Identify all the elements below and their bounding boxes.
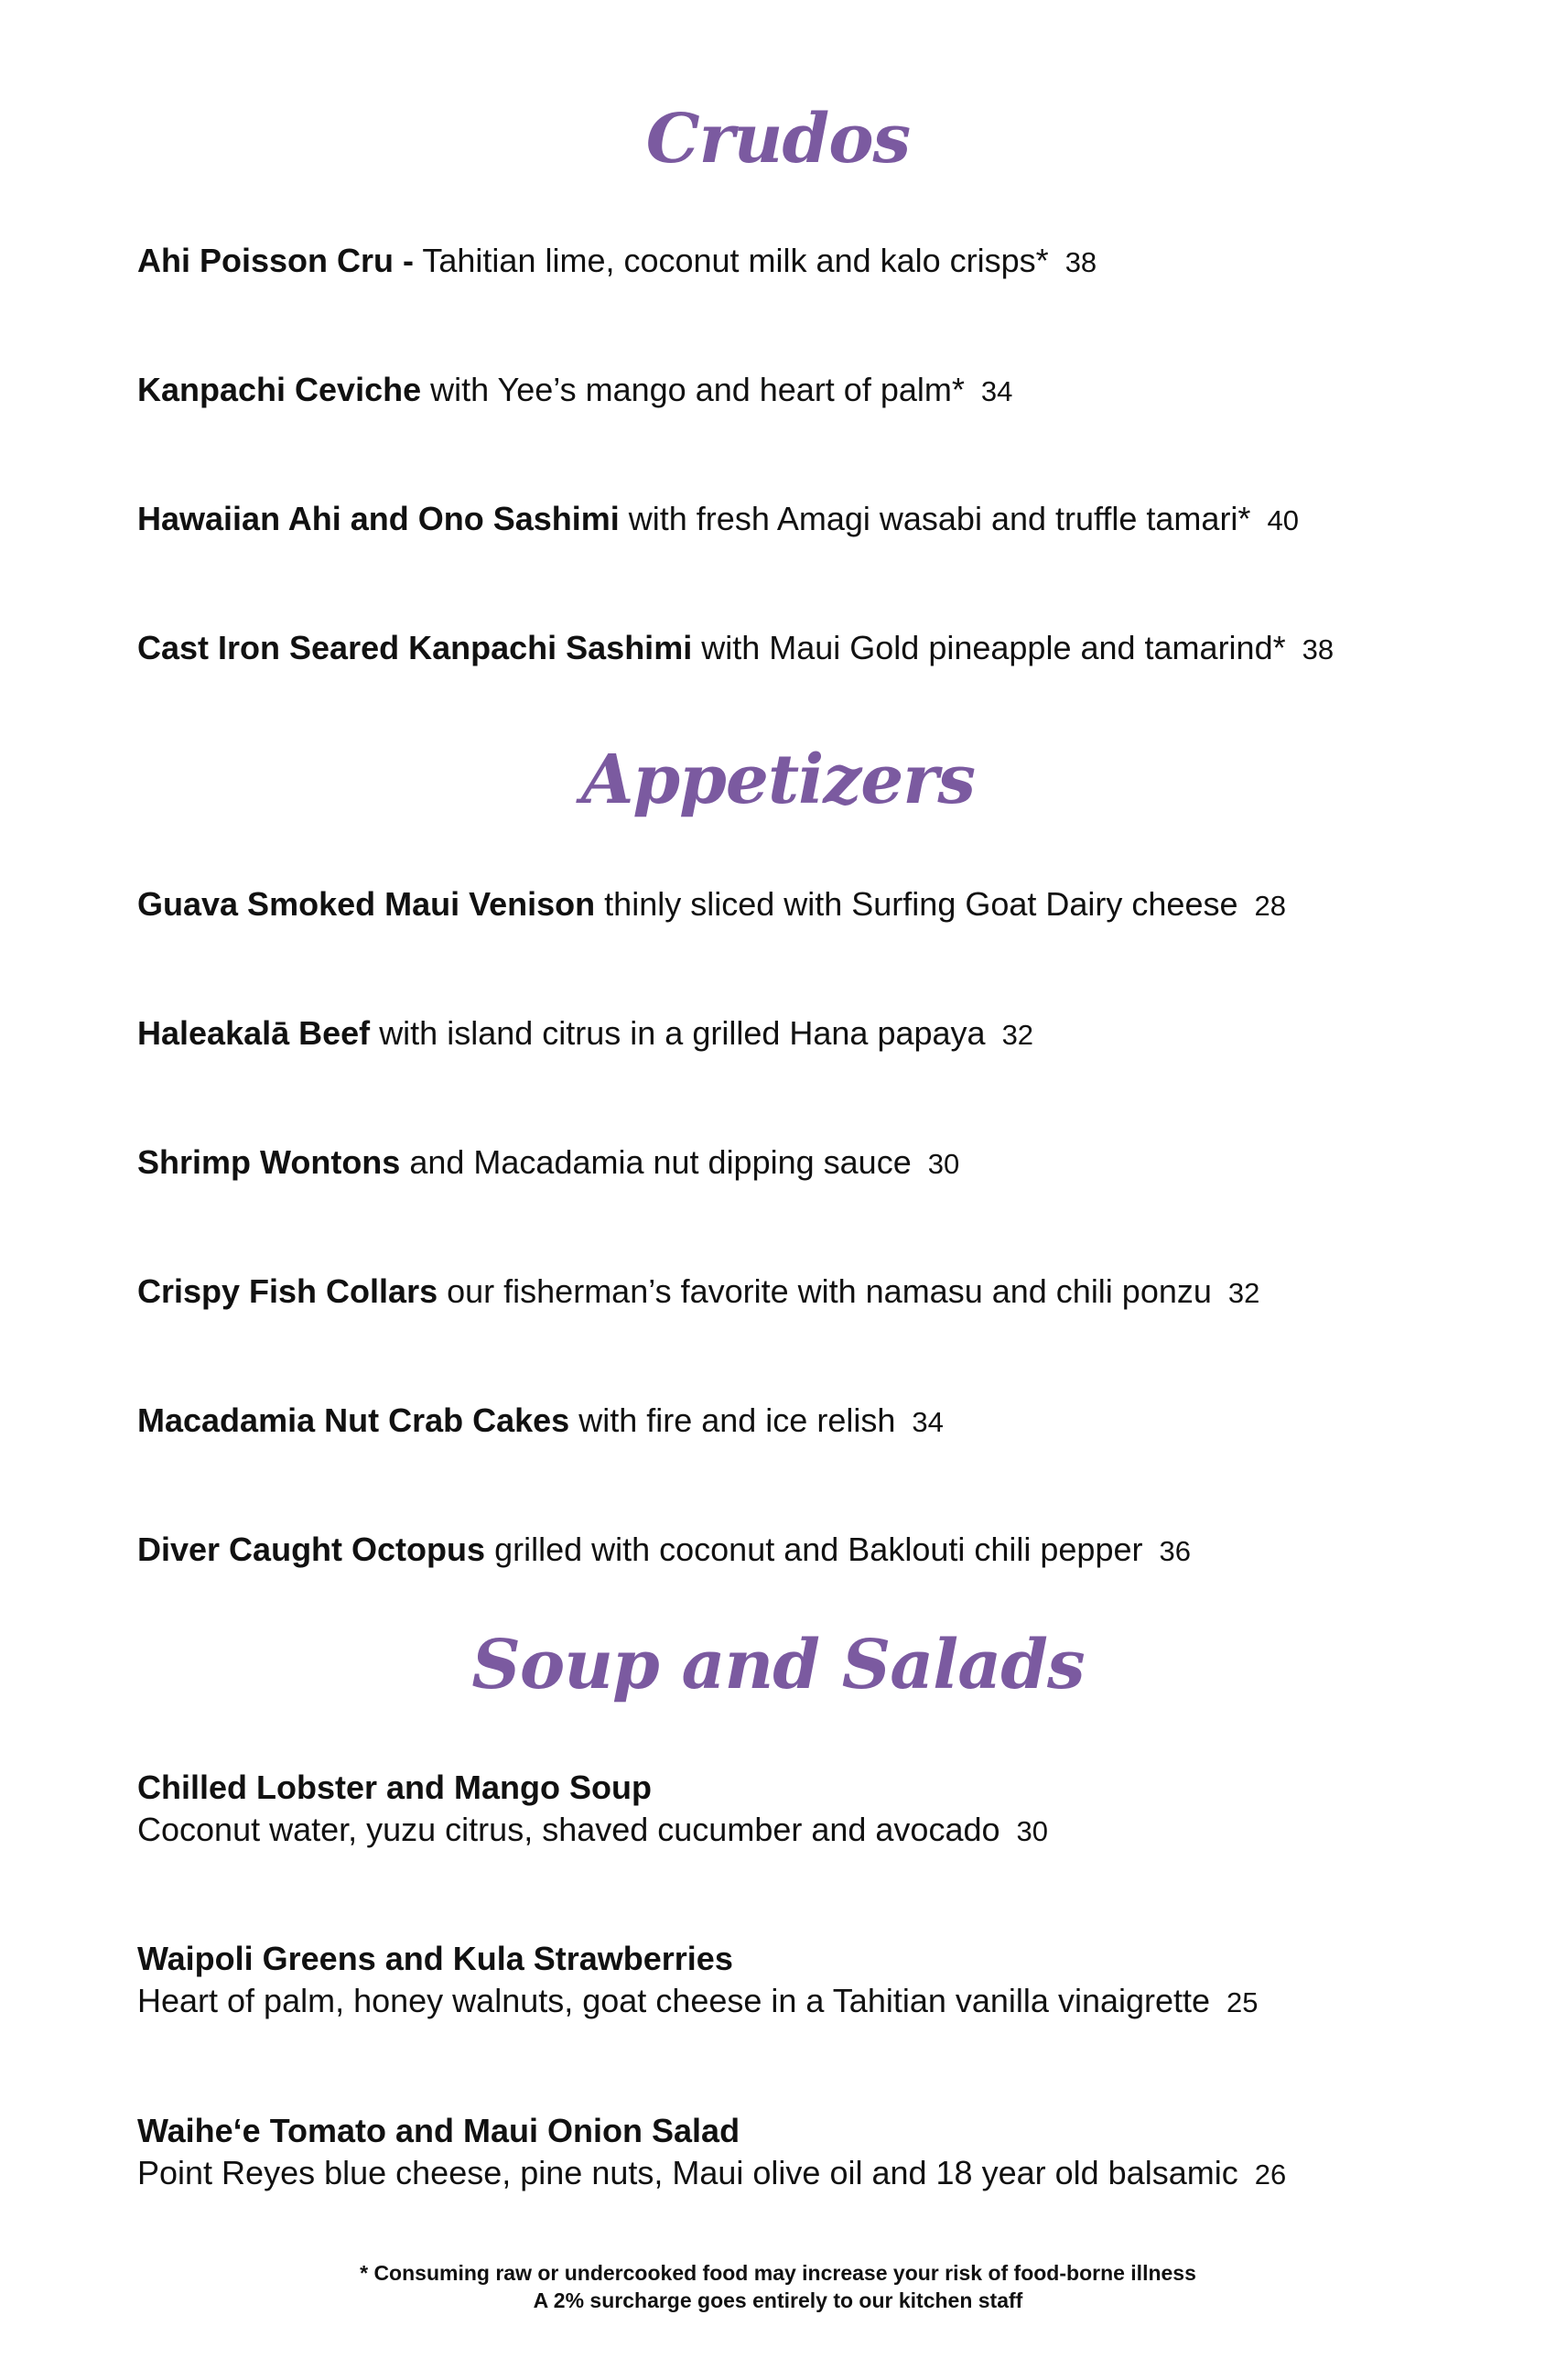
item-price: 30 [1016, 1815, 1049, 1847]
item-price: 25 [1226, 1986, 1259, 2018]
section-title-appetizers: Appetizers [580, 741, 976, 819]
menu-item [137, 369, 1464, 413]
item-description: Coconut water, yuzu citrus, shaved cucumber and avocado [137, 1811, 1000, 1848]
menu-item [137, 2110, 1464, 2196]
menu-item [137, 498, 1464, 542]
item-description: Heart of palm, honey walnuts, goat cheese in a Tahitian vanilla vinaigrette [137, 1982, 1211, 2019]
menu-item [137, 627, 1464, 671]
menu-item [137, 1271, 1464, 1314]
item-price: 34 [980, 375, 1013, 407]
footer-notes [0, 2259, 1556, 2314]
item-name: Cast Iron Seared Kanpachi Sashimi [137, 629, 693, 666]
item-name: Guava Smoked Maui Venison [137, 885, 596, 923]
item-description: and Macadamia nut dipping sauce [409, 1143, 912, 1181]
item-description: with fire and ice relish [578, 1401, 896, 1439]
menu-item [137, 240, 1464, 284]
menu-item [137, 1141, 1464, 1185]
item-price: 30 [927, 1148, 960, 1180]
section-title-crudos: Crudos [645, 100, 911, 178]
item-price: 36 [1159, 1535, 1191, 1567]
item-price: 40 [1267, 504, 1299, 536]
menu-item [137, 883, 1464, 927]
surcharge-note: A 2% surcharge goes entirely to our kitchen staff [533, 2288, 1023, 2312]
item-price: 34 [912, 1406, 944, 1438]
menu-item [137, 1529, 1464, 1573]
item-description: with island citrus in a grilled Hana papaya [379, 1014, 986, 1052]
item-name: Waihe‘e Tomato and Maui Onion Salad [137, 2112, 740, 2149]
item-name: Hawaiian Ahi and Ono Sashimi [137, 500, 620, 537]
section-title-soup-and-salads: Soup and Salads [471, 1626, 1085, 1704]
item-price: 32 [1227, 1277, 1260, 1309]
item-price: 26 [1254, 2158, 1287, 2191]
item-name: Diver Caught Octopus [137, 1531, 486, 1568]
item-name: Crispy Fish Collars [137, 1272, 438, 1310]
item-description: grilled with coconut and Baklouti chili pepper [494, 1531, 1143, 1568]
raw-food-warning: * Consuming raw or undercooked food may increase your risk of food-borne illness [360, 2261, 1196, 2285]
item-price: 38 [1064, 246, 1097, 278]
item-name: Waipoli Greens and Kula Strawberries [137, 1940, 733, 1977]
item-name: Haleakalā Beef [137, 1014, 371, 1052]
menu-item [137, 1938, 1464, 2024]
item-price: 32 [1001, 1019, 1034, 1051]
item-description: our fisherman’s favorite with namasu and chili ponzu [447, 1272, 1212, 1310]
item-name: Shrimp Wontons [137, 1143, 401, 1181]
item-description: thinly sliced with Surfing Goat Dairy cheese [604, 885, 1238, 923]
menu-item [137, 1767, 1464, 1853]
menu-item [137, 1400, 1464, 1444]
item-description: with Maui Gold pineapple and tamarind* [701, 629, 1286, 666]
menu-item [137, 1012, 1464, 1056]
item-description: Tahitian lime, coconut milk and kalo crisps* [422, 242, 1049, 279]
item-name: Macadamia Nut Crab Cakes [137, 1401, 570, 1439]
item-price: 28 [1254, 890, 1286, 922]
item-name: Ahi Poisson Cru - [137, 242, 415, 279]
item-name: Kanpachi Ceviche [137, 371, 422, 408]
item-description: with Yee’s mango and heart of palm* [430, 371, 965, 408]
item-name: Chilled Lobster and Mango Soup [137, 1769, 652, 1806]
item-description: Point Reyes blue cheese, pine nuts, Maui olive oil and 18 year old balsamic [137, 2154, 1238, 2191]
item-description: with fresh Amagi wasabi and truffle tamari* [628, 500, 1251, 537]
item-price: 38 [1302, 633, 1334, 665]
